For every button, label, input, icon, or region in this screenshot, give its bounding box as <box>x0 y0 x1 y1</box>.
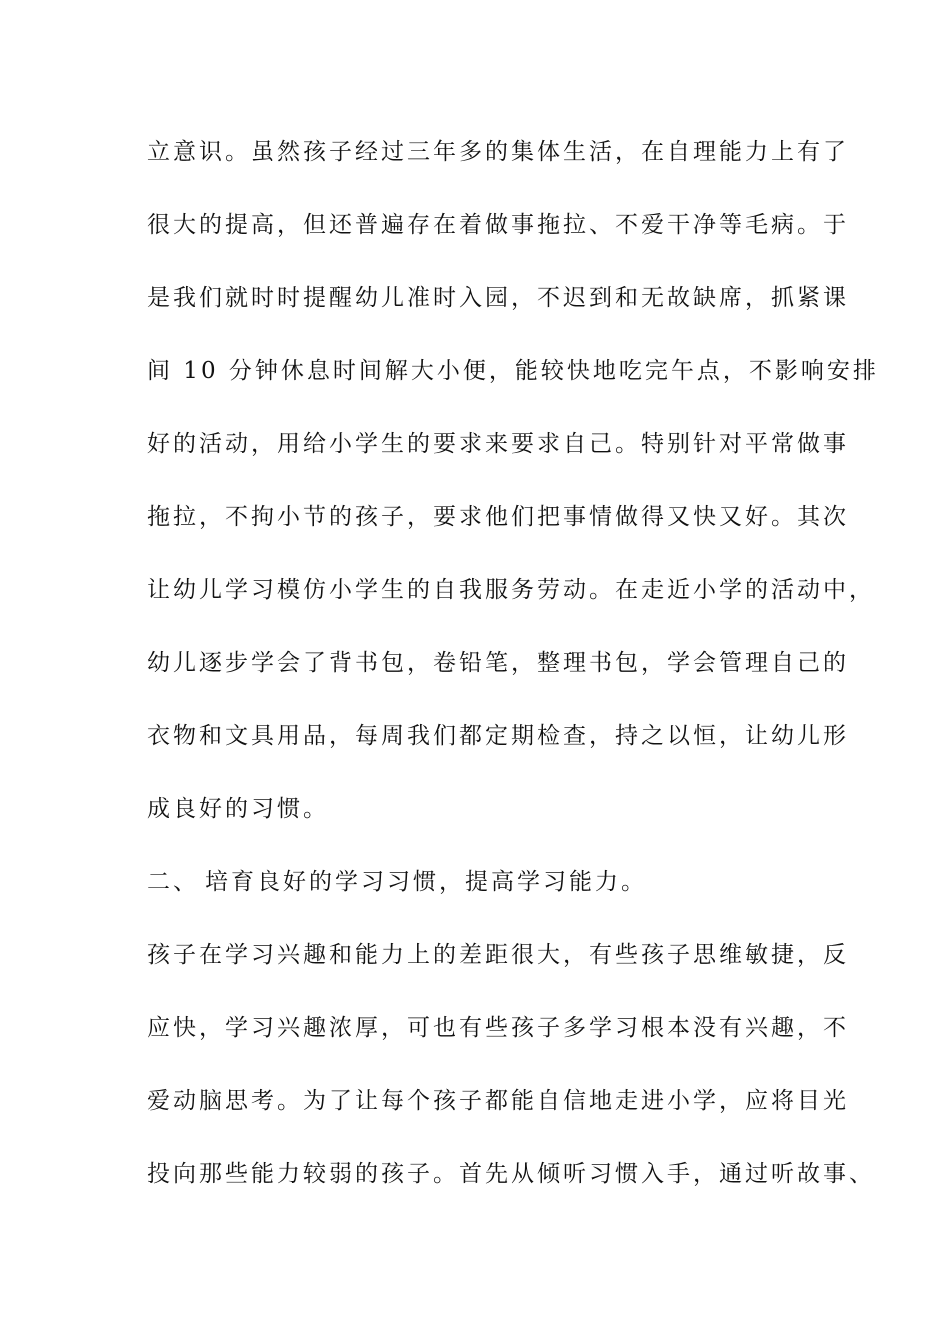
paragraph-line: 孩子在学习兴趣和能力上的差距很大，有些孩子思维敏捷，反 <box>147 942 849 968</box>
paragraph-line: 很大的提高，但还普遍存在着做事拖拉、不爱干净等毛病。于 <box>147 212 849 238</box>
paragraph-line: 立意识。虽然孩子经过三年多的集体生活，在自理能力上有了 <box>147 139 849 165</box>
paragraph-line: 是我们就时时提醒幼儿准时入园，不迟到和无故缺席，抓紧课 <box>147 285 849 311</box>
paragraph-line: 爱动脑思考。为了让每个孩子都能自信地走进小学，应将目光 <box>147 1088 849 1114</box>
paragraph-line: 幼儿逐步学会了背书包，卷铅笔，整理书包，学会管理自己的 <box>147 650 849 676</box>
paragraph-line: 让幼儿学习模仿小学生的自我服务劳动。在走近小学的活动中， <box>147 577 875 603</box>
document-body <box>147 133 879 1228</box>
paragraph-line: 衣物和文具用品，每周我们都定期检查，持之以恒，让幼儿形 <box>147 723 849 749</box>
paragraph-line: 应快，学习兴趣浓厚，可也有些孩子多学习根本没有兴趣，不 <box>147 1015 849 1041</box>
section-number: 二、 <box>147 869 199 895</box>
paragraph-line: 好的活动，用给小学生的要求来要求自己。特别针对平常做事 <box>147 431 849 457</box>
paragraph-line: 成良好的习惯。 <box>147 796 329 822</box>
paragraph-line: 拖拉，不拘小节的孩子，要求他们把事情做得又快又好。其次 <box>147 504 849 530</box>
section-heading <box>147 863 827 901</box>
section-title: 培育良好的学习习惯，提高学习能力。 <box>205 869 647 895</box>
paragraph-line: 间 10 分钟休息时间解大小便，能较快地吃完午点，不影响安排 <box>147 358 879 384</box>
paragraph-line: 投向那些能力较弱的孩子。首先从倾听习惯入手，通过听故事、 <box>147 1161 875 1187</box>
